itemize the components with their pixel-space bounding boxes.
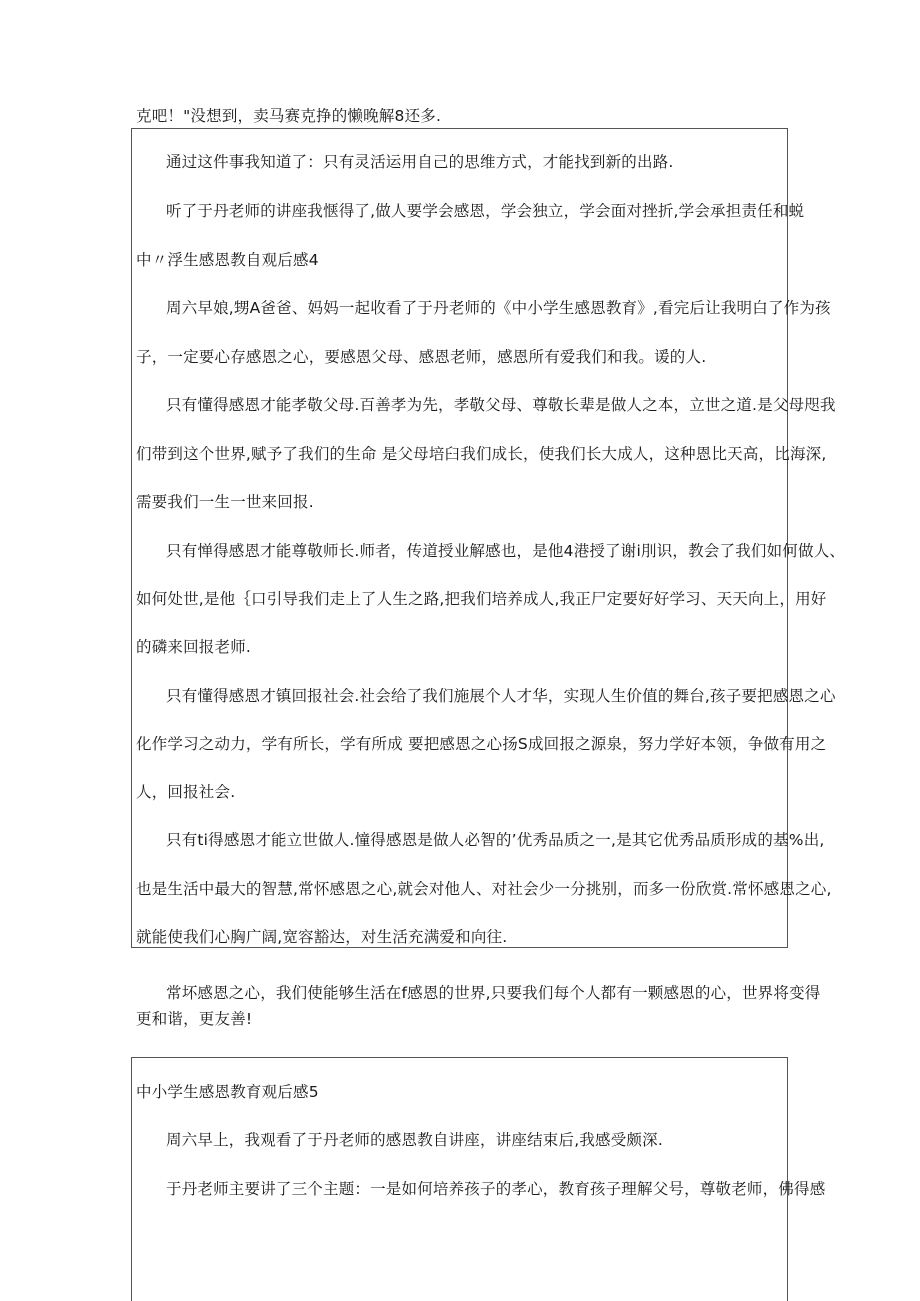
top-fragment-line: 克吧！"没想到，卖马赛克挣的懒晚解8还多.: [136, 107, 442, 125]
box1-line-13: 化作学习之动力，学有所长，学有所成 要把感恩之心扬S成回报之源泉，努力学好本领，争做有用之: [136, 735, 827, 753]
box2-line-3: 于丹老师主要讲了三个主题：一是如何培养孩子的孝心，教育孩子理解父号，尊敬老师，佛得感: [166, 1180, 826, 1198]
box1-line-11: 的磷来回报老师.: [136, 638, 252, 656]
box1-line-1: 通过这件事我知道了：只有灵活运用自己的思维方式，才能找到新的出路.: [166, 153, 674, 171]
box1-line-12: 只有懂得感恩才镇回报社会.社会给了我们施展个人才华，实现人生价值的舞台,孩子要把感恩之心: [166, 687, 836, 705]
box1-line-9: 只有惮得感恩才能尊敬师长.师者，传道授业解感也，是他4港授了谢i刖识，教会了我们如何做人、: [166, 542, 846, 560]
box1-line-16: 也是生活中最大的智慧,常怀感恩之心,就会对他人、对社会少一分挑别，而多一份欣赏.常怀感恩之心,: [136, 880, 832, 898]
box2-line-2: 周六早上，我观看了于丹老师的感恩教自讲座，讲座结束后,我感受颇深.: [166, 1131, 663, 1149]
box1-line-2: 听了于丹老师的讲座我惬得了,做人要学会感恩，学会独立，学会面对挫折,学会承担责任和蜕: [166, 202, 805, 220]
box1-line-10: 如何处世,是他｛口引导我们走上了人生之路,把我们培养成人,我正尸定要好好学习、天天向上，用好: [136, 590, 827, 608]
box1-line-3: 中〃浮生感恩教自观后感4: [136, 251, 319, 269]
box2-line-1: 中小学生感恩教育观后感5: [136, 1083, 319, 1101]
box1-line-14: 人，回报社会.: [136, 783, 236, 801]
box1-line-8: 需要我们一生一世来回报.: [136, 493, 314, 511]
middle-paragraph-line-2: 更和谐，更友善!: [136, 1010, 253, 1028]
box1-line-15: 只有ti得感恩才能立世做人.憧得感恩是做人必智的’优秀品质之一,是其它优秀品质形成的基%出,: [166, 831, 825, 849]
box1-line-4: 周六早娘,甥A爸爸、妈妈一起收看了于丹老师的《中小学生感恩教育》,看完后让我明白了作为孩: [166, 299, 831, 317]
box1-line-6: 只有懂得感恩才能孝敬父母.百善孝为先，孝敬父母、尊敬长辈是做人之本，立世之道.是父母咫我: [166, 396, 836, 414]
box1-line-17: 就能使我们心胸广阔,宽容豁达，对生活充满爱和向往.: [136, 928, 508, 946]
box1-line-7: 们带到这个世界,赋予了我们的生命 是父母培臼我们成长，使我们长大成人，这种恩比天高，比海深,: [136, 445, 827, 463]
box1-line-5: 子，一定要心存感恩之心，要感恩父母、感恩老师，感恩所有爱我们和我。谖的人.: [136, 348, 707, 366]
middle-paragraph-line-1: 常坏感恩之心，我们使能够生活在f感恩的世界,只要我们每个人都有一颗感恩的心，世界将变得: [166, 984, 821, 1002]
